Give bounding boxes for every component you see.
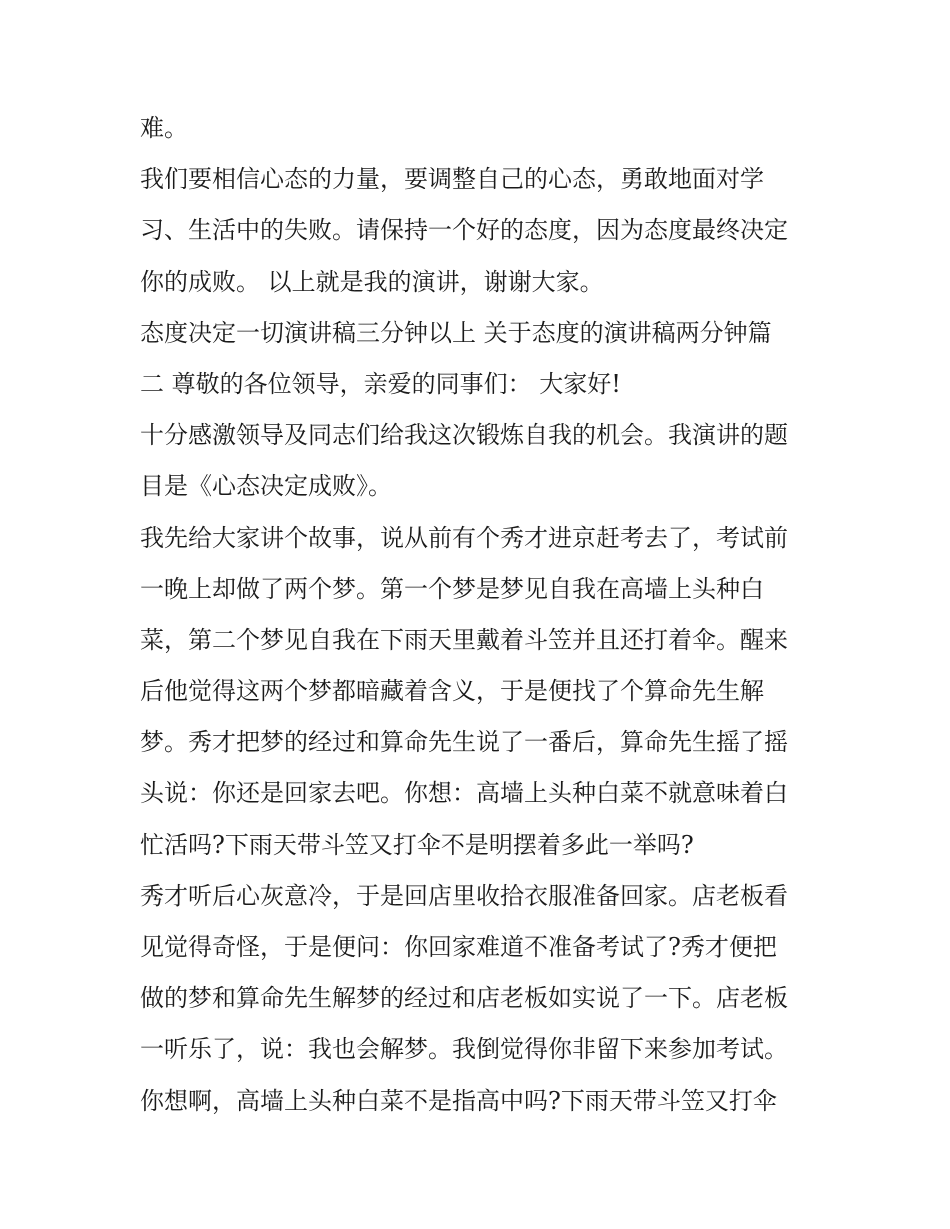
text-line: 菜，第二个梦见自我在下雨天里戴着斗笠并且还打着伞。醒来 — [140, 625, 788, 654]
text-line: 见觉得奇怪，于是便问：你回家难道不准备考试了?秀才便把 — [140, 933, 777, 961]
text-line: 目是《心态决定成败》。 — [140, 472, 392, 501]
text-line: 一晚上却做了两个梦。第一个梦是梦见自我在高墙上头种白 — [140, 574, 764, 603]
body-text — [140, 108, 820, 1132]
text-line: 梦。秀才把梦的经过和算命先生说了一番后，算命先生摇了摇 — [140, 728, 788, 757]
text-line: 你想啊，高墙上头种白菜不是指高中吗?下雨天带斗笠又打伞 — [140, 1086, 777, 1115]
text-line: 我先给大家讲个故事，说从前有个秀才进京赶考去了，考试前 — [140, 523, 788, 552]
text-line: 你的成败。 以上就是我的演讲，谢谢大家。 — [140, 267, 604, 296]
text-line: 头说：你还是回家去吧。你想：高墙上头种白菜不就意味着白 — [140, 779, 788, 808]
text-line: 难。 — [140, 114, 188, 142]
text-line: 秀才听后心灰意冷，于是回店里收拾衣服准备回家。店老板看 — [140, 881, 788, 910]
text-line: 二 尊敬的各位领导，亲爱的同事们： 大家好! — [140, 369, 621, 398]
text-line: 十分感激领导及同志们给我这次锻炼自我的机会。我演讲的题 — [140, 421, 788, 450]
text-line: 习、生活中的失败。请保持一个好的态度，因为态度最终决定 — [140, 216, 788, 245]
text-line: 忙活吗?下雨天带斗笠又打伞不是明摆着多此一举吗? — [140, 830, 694, 859]
text-line: 态度决定一切演讲稿三分钟以上 关于态度的演讲稿两分钟篇 — [140, 318, 772, 347]
text-line: 做的梦和算命先生解梦的经过和店老板如实说了一下。店老板 — [140, 984, 788, 1013]
text-line: 我们要相信心态的力量，要调整自己的心态，勇敢地面对学 — [140, 165, 764, 194]
text-line: 一听乐了，说：我也会解梦。我倒觉得你非留下来参加考试。 — [140, 1035, 788, 1064]
text-line: 后他觉得这两个梦都暗藏着含义，于是便找了个算命先生解 — [140, 677, 764, 706]
